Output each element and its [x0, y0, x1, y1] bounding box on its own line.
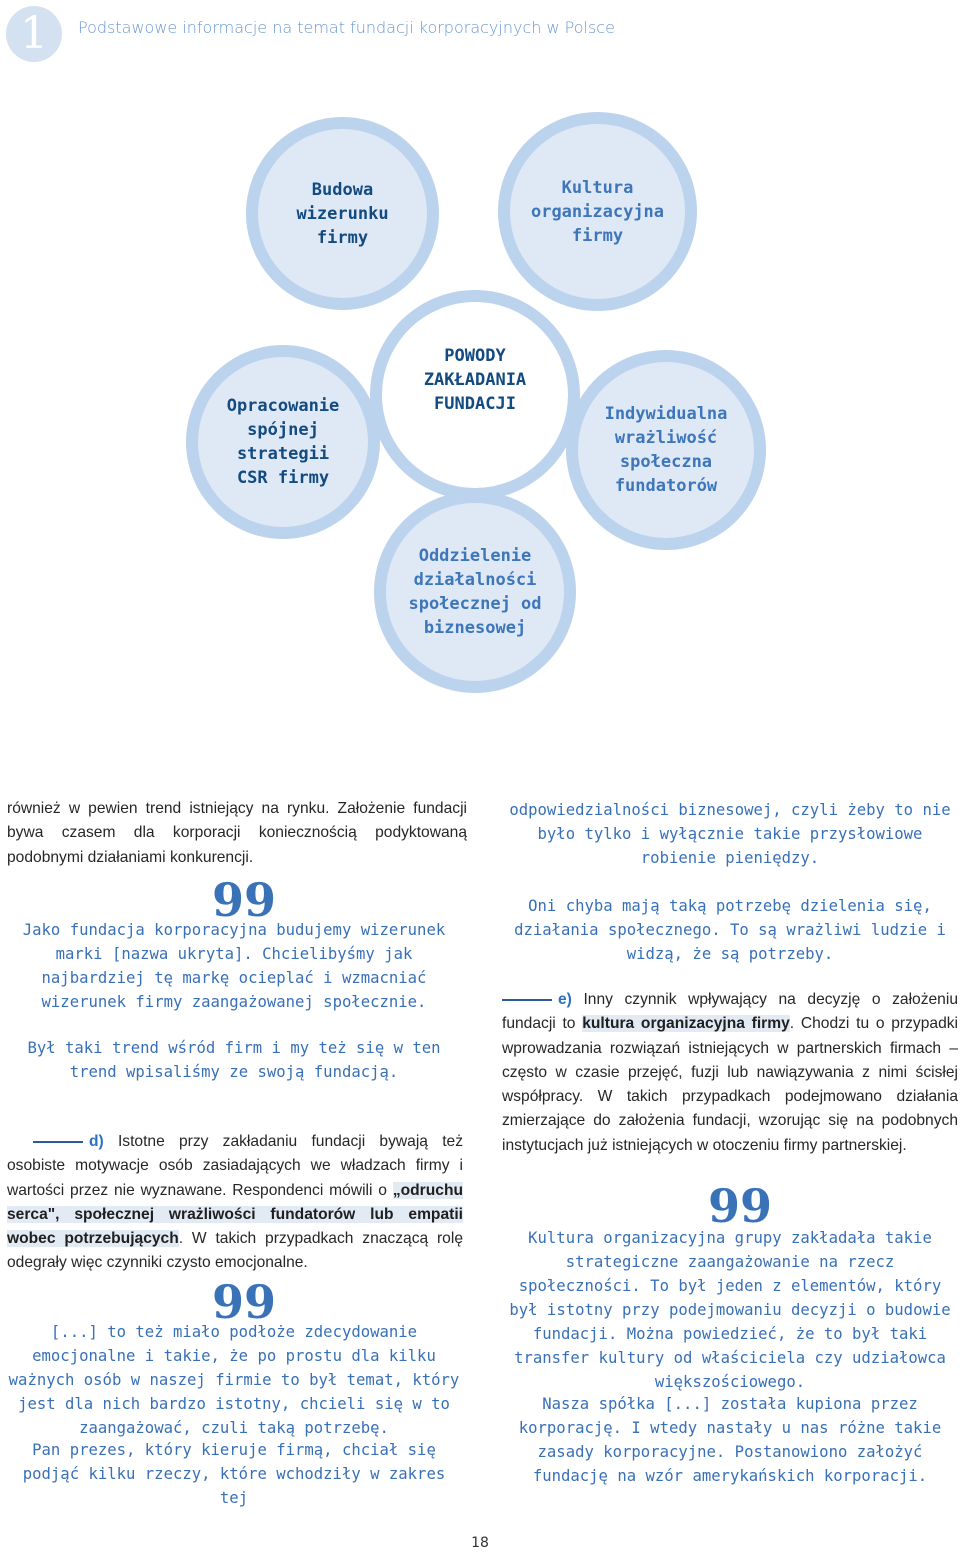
section-rule	[502, 999, 552, 1001]
diagram-center-title: POWODY ZAKŁADANIA FUNDACJI	[423, 346, 527, 414]
section-e-highlight: kultura organizacyjna firmy	[582, 1015, 790, 1033]
section-d-text: . W takich przypadkach znaczącą rolę odegrały więc czynniki czysto emocjonalne.	[7, 1230, 463, 1272]
circle-label-separation: Oddzielenie działalności społecznej od biznesowej	[408, 546, 542, 638]
circle-bottom	[374, 491, 576, 693]
quote-mark-icon: 99	[212, 873, 277, 927]
running-header-title: Podstawowe informacje na temat fundacji korporacyjnych w Polsce	[78, 18, 615, 37]
quote-paragraph: [...] to też miało podłoże zdecydowanie emocjonalne i takie, że po prostu dla kilku ważnych osób w naszej firmie to był temat, który jest dla nich bardzo istotny, chcieli się w to zaangażować, czuli taką potrzebę.	[8, 1323, 460, 1437]
section-e-text: . Chodzi tu o przypadki wprowadzania rozwiązań istniejących w partnerskich firmach – często w czasie przejęć, fuzji lub nawiązywania z nimi ścisłej współpracy. W takich przypadkach podejmowano działania zmierzające do założenia fundacji, wzorując się na podobnych instytucjach już istniejących w otoczeniu firmy partnerskiej.	[502, 1015, 959, 1154]
section-label-e: e)	[558, 991, 572, 1008]
quote-paragraph: odpowiedzialności biznesowej, czyli żeby to nie było tylko i wyłącznie takie przysłowiowe robienie pieniędzy.	[509, 801, 951, 867]
circle-top-left	[246, 117, 439, 310]
quote-paragraph: Pan prezes, który kieruje firmą, chciał się podjąć kilku rzeczy, które wchodziły w zakres tej	[22, 1441, 446, 1507]
quote-mark-icon: 99	[212, 1275, 277, 1329]
page-number: 18	[471, 1535, 489, 1551]
quote-mark-icon: 99	[708, 1179, 773, 1233]
chapter-number: 1	[20, 8, 48, 59]
left-intro-paragraph: również w pewien trend istniejący na rynku. Założenie fundacji bywa czasem dla korporacji koniecznością podyktowaną podobnymi działaniami konkurencji.	[7, 800, 467, 866]
circle-label-image-building: Budowa wizerunku firmy	[296, 179, 389, 248]
section-label-d: d)	[89, 1133, 104, 1150]
section-d-highlight: „odruchu serca", społecznej wrażliwości fundatorów lub empatii wobec potrzebujących	[7, 1181, 463, 1248]
quote-paragraph: Jako fundacja korporacyjna budujemy wizerunek marki [nazwa ukryta]. Chcielibyśmy jak najbardziej tę markę ocieplać i wzmacniać wizerunek firmy zaangażowanej społecznie.	[22, 921, 446, 1011]
quote-paragraph: Kultura organizacyjna grupy zakładała takie strategiczne zaangażowanie na rzecz społeczności. To był jeden z elementów, który był istotny przy podejmowaniu decyzji o budowie fundacji. Można powiedzieć, że to był taki transfer kultury od właściciela czy udziałowca większościowego.	[509, 1229, 951, 1391]
circle-top-right	[498, 112, 697, 311]
circle-center	[370, 290, 580, 500]
section-e-paragraph	[502, 988, 958, 1158]
circle-label-org-culture: Kultura organizacyjna firmy	[530, 177, 665, 246]
circle-label-csr-strategy: Opracowanie spójnej strategii CSR firmy	[226, 396, 340, 488]
circle-label-sensitivity: Indywidualna wrażliwość społeczna fundatorów	[604, 404, 728, 496]
quote-paragraph: Był taki trend wśród firm i my też się w ten trend wpisaliśmy ze swoją fundacją.	[27, 1039, 441, 1081]
section-e-text: Inny czynnik wpływający na decyzję o założeniu fundacji to	[502, 991, 958, 1033]
section-d-paragraph	[7, 1130, 463, 1276]
quote-paragraph: Oni chyba mają taką potrzebę dzielenia się, działania społecznego. To są wrażliwi ludzie i widzą, że są potrzeby.	[514, 897, 946, 963]
section-d-text: Istotne przy zakładaniu fundacji bywają też osobiste motywacje osób zasiadających we władzach firmy i wartości przez nie wyznawane. Respondenci mówili o	[7, 1133, 463, 1199]
chapter-number-badge	[6, 6, 62, 62]
circle-right	[566, 350, 766, 550]
circle-left	[186, 345, 380, 539]
quote-paragraph: Nasza spółka [...] została kupiona przez korporację. I wtedy nastały u nas różne takie zasady korporacyjne. Postanowiono założyć fundację na wzór amerykańskich korporacji.	[518, 1395, 942, 1485]
section-rule	[33, 1141, 83, 1143]
